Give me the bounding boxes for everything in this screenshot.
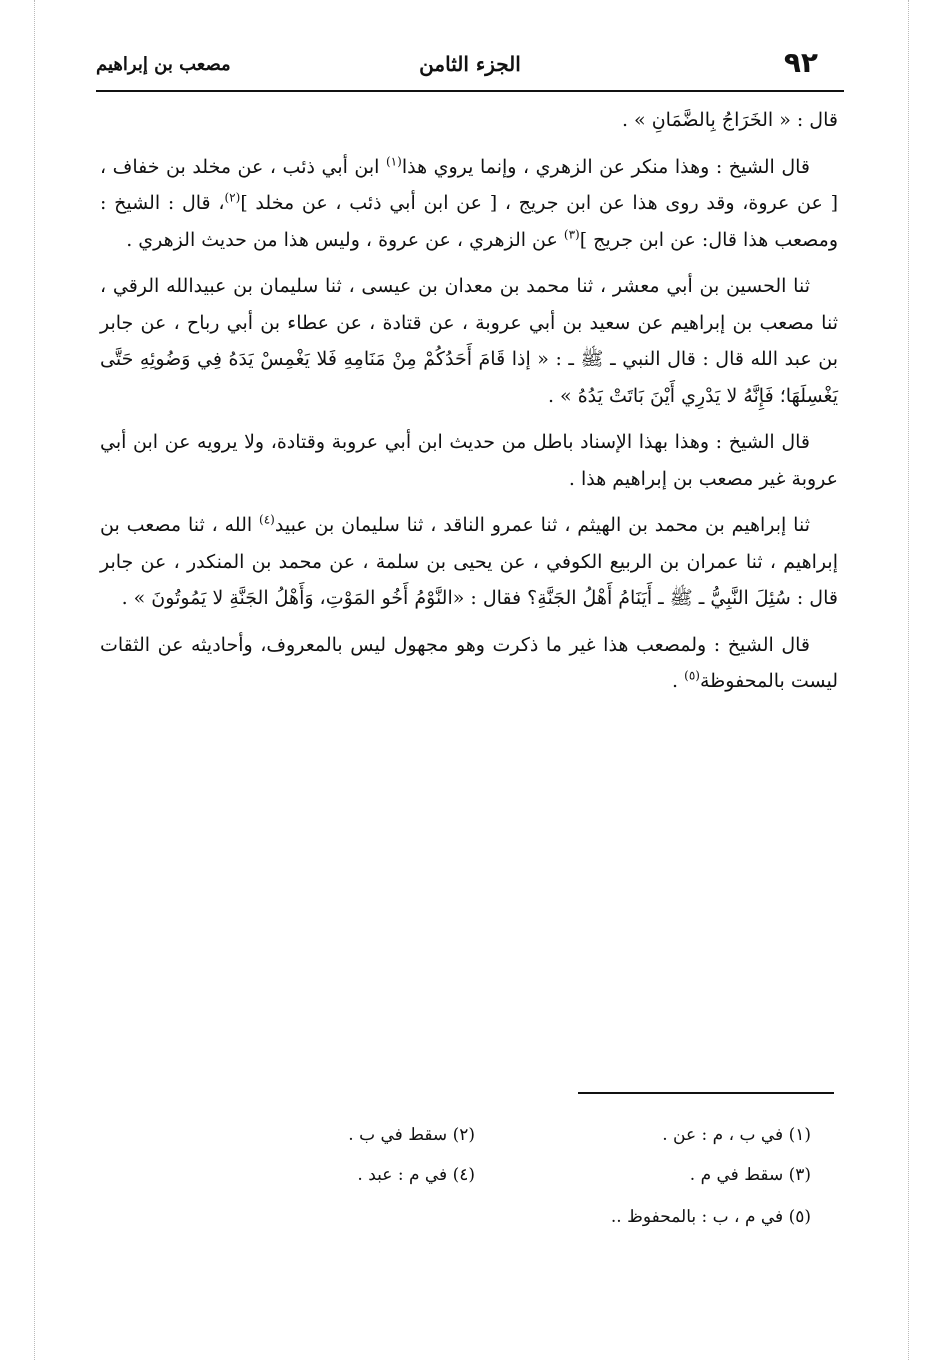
paragraph-1: قال : « الخَرَاجُ بِالضَّمَانِ » . <box>621 109 838 131</box>
footnote-5: (٥) في م ، ب : بالمحفوظ .. <box>610 1207 811 1227</box>
main-text <box>100 102 838 710</box>
footnote-4: (٤) في م : عبد . <box>357 1165 475 1185</box>
volume-title: الجزء الثامن <box>419 52 521 76</box>
paragraph-4: قال الشيخ : وهذا بهذا الإسناد باطل من حديث ابن أبي عروبة وقتادة، ولا يرويه عن ابن أبي عروبة غير مصعب بن إبراهيم هذا . <box>100 431 838 490</box>
footnote-ref-3: (٣) <box>563 227 580 242</box>
paragraph-3: ثنا الحسين بن أبي معشر ، ثنا محمد بن معدان بن عيسى ، ثنا سليمان بن عبيدالله الرقي ، ثنا مصعب بن إبراهيم عن سعيد بن أبي عروبة ، عن قتادة ، عن عطاء بن أبي رباح ، عن جابر بن عبد الله قال : قال النبي ـ ﷺ ـ : « إذا قَامَ أَحَدُكُمْ مِنْ مَنَامِهِ فَلا يَغْمِسْ يَدَهُ فِي وَضُوئِهِ حَتَّى يَغْسِلَهَا؛ فَإِنَّهُ لا يَدْرِي أَيْنَ بَاتَتْ يَدُهُ » . <box>100 275 838 407</box>
footnote-ref-2: (٢) <box>224 190 241 205</box>
paragraph-2-part-d: عن الزهري ، عن عروة ، وليس هذا من حديث الزهري . <box>126 228 564 251</box>
footnote-ref-5: (٥) <box>684 668 700 683</box>
footnote-3: (٣) سقط في م . <box>689 1165 811 1185</box>
paragraph-6 <box>100 627 838 700</box>
header-rule <box>96 90 844 92</box>
scan-edge-right <box>908 0 909 1360</box>
page-number: ٩٢ <box>783 46 818 79</box>
footnote-ref-1: (١) <box>385 154 402 169</box>
paragraph-2-part-c: ، قال : الشيخ : ومصعب هذا قال: عن ابن جريج ] <box>100 192 838 251</box>
footnote-ref-4: (٤) <box>259 512 275 527</box>
paragraph-6-part-b: . <box>672 670 685 692</box>
paragraph-6-part-a: قال الشيخ : ولمصعب هذا غير ما ذكرت وهو مجهول ليس بالمعروف، وأحاديثه عن الثقات ليست بالمحفوظة <box>100 633 838 692</box>
paragraph-2-part-b: ابن أبي ذئب ، عن مخلد بن خفاف ، [ عن عروة، وقد روى هذا عن ابن جريج ، [ عن ابن أبي ذئب ، عن مخلد ] <box>100 155 838 214</box>
footnote-2: (٢) سقط في ب . <box>348 1125 475 1145</box>
paragraph-2 <box>100 149 838 259</box>
paragraph-5-part-a: ثنا إبراهيم بن محمد بن الهيثم ، ثنا عمرو الناقد ، ثنا سليمان بن عبيد <box>274 514 810 536</box>
paragraph-2-part-a: قال الشيخ : وهذا منكر عن الزهري ، وإنما يروي هذا <box>401 155 810 178</box>
paragraph-5-part-b: الله ، ثنا مصعب بن إبراهيم ، ثنا عمران بن الربيع الكوفي ، عن يحيى بن سلمة ، عن محمد بن المنكدر ، عن جابر قال : سُئِلَ النَّبِيُّ ـ ﷺ ـ أَيَنَامُ أَهْلُ الجَنَّةِ؟ فقال : «النَّوْمُ أَخُو المَوْتِ، وَأَهْلُ الجَنَّةِ لا يَمُوتُونَ » . <box>100 514 838 609</box>
footnote-1: (١) في ب ، م : عن . <box>662 1125 811 1145</box>
chapter-title: مصعب بن إبراهيم <box>96 54 231 75</box>
scan-edge-left <box>34 0 35 1360</box>
paragraph-5 <box>100 507 838 617</box>
page-header <box>96 42 844 92</box>
footnote-rule <box>578 1092 834 1094</box>
